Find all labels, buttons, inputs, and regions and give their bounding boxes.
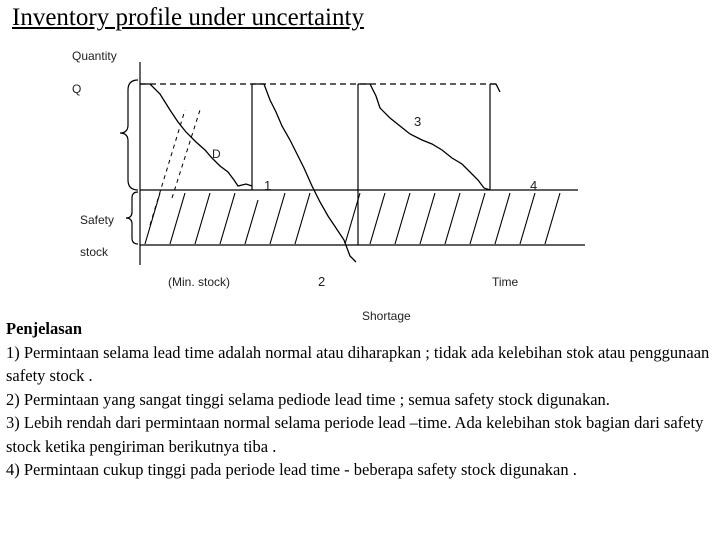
explanation-heading: Penjelasan — [6, 319, 83, 338]
quantity-axis-label: Quantity — [72, 49, 117, 63]
explanation-point-4: 4) Permintaan cukup tinggi pada periode lead time - beberapa safety stock digunakan . — [6, 460, 577, 479]
explanation-point-3: 3) Lebih rendah dari permintaan normal selama periode lead –time. Ada kelebihan stok bagian dari safety stock ketika pengiriman berikutnya tiba . — [6, 413, 704, 456]
safety-label: Safety — [80, 213, 115, 227]
shortage-label: Shortage — [362, 309, 411, 323]
q-brace — [120, 80, 138, 190]
stock-label: stock — [80, 245, 109, 259]
case-marker-3: 3 — [414, 114, 422, 129]
case-marker-2: 2 — [318, 274, 326, 289]
replenishment-lines — [252, 84, 490, 245]
inventory-curves — [140, 84, 500, 262]
slide-title: Inventory profile under uncertainty — [12, 4, 364, 31]
q-label: Q — [72, 82, 82, 96]
usage-dashed-diagonals — [150, 110, 200, 225]
explanation-block — [6, 317, 716, 482]
explanation-point-2: 2) Permintaan yang sangat tinggi selama pediode lead time ; semua safety stock digunakan. — [6, 389, 610, 409]
safety-stock-hatching — [145, 193, 560, 244]
case-marker-4: 4 — [530, 178, 538, 193]
safety-stock-brace — [126, 192, 138, 244]
min-stock-label: (Min. stock) — [168, 275, 231, 289]
case-marker-1: 1 — [264, 178, 272, 193]
explanation-point-1: 1) Permintaan selama lead time adalah normal atau diharapkan ; tidak ada kelebihan stok atau penggunaan safety stock . — [6, 342, 710, 385]
demand-label: D — [212, 147, 221, 161]
time-axis-label: Time — [492, 275, 519, 289]
